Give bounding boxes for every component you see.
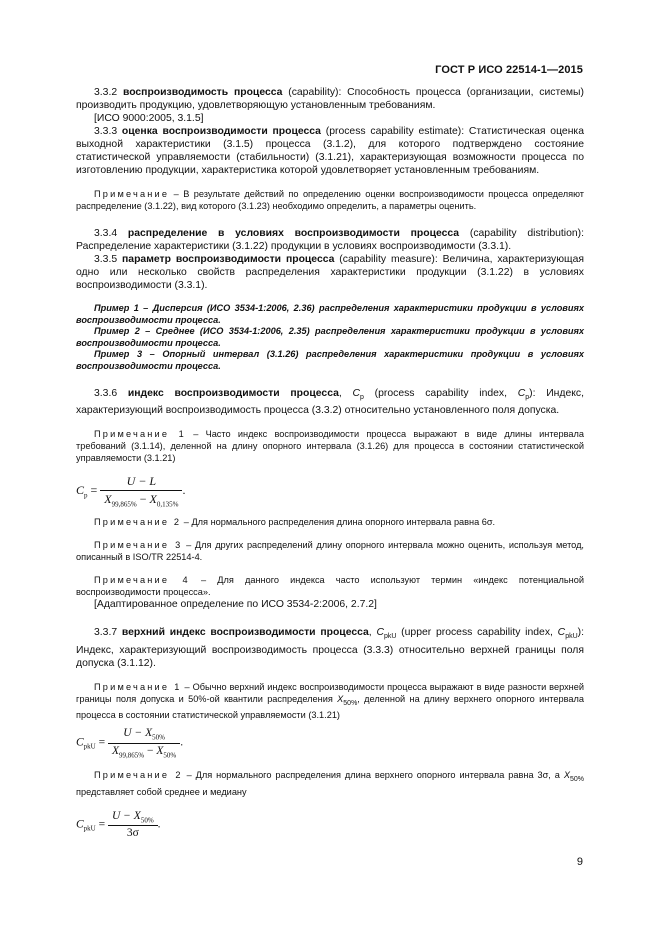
note-1: Примечание 1 – Часто индекс воспроизводимости процесса выражают в виде длины интервала требований (3.1.14), деленной на длину опорного интервала (3.1.26) для процесса в состоянии статистической управляемости (3.1.21) [76, 429, 584, 464]
page-content [76, 86, 584, 839]
document-header: ГОСТ Р ИСО 22514-1—2015 [435, 64, 583, 76]
note: Примечание – В результате действий по определению оценки воспроизводимости процесса определяют распределение (3.1.22), вид которого (3.1.23) необходимо определить, а параметры оценить. [76, 189, 584, 211]
example-3: Пример 3 – Опорный интервал (3.1.26) распределения характеристики продукции в условиях воспроизводимости процесса. [76, 349, 584, 371]
definition-3-3-6: 3.3.6 индекс воспроизводимости процесса, $C_p$ (process capability index, $C_p$): Индекс, характеризующий воспроизводимость процесса (3.3.2) относительно установленного поля допуска. [76, 388, 585, 417]
example-2: Пример 2 – Среднее (ИСО 3534-1:2006, 2.35) распределения характеристики продукции в условиях воспроизводимости процесса. [76, 326, 584, 348]
definition-3-3-3: 3.3.3 оценка воспроизводимости процесса (process capability estimate): Статистическая оценка выходной характеристики (3.1.5) процесса (3.1.2), для которого подтверждено состояние статистической управляемости (стабильности) (3.1.21), характеризующая возможности процесса по изготовлению продукции, характеристика которой удовлетворяет установленным требованиям. [76, 126, 584, 176]
reference: [Адаптированное определение по ИСО 3534-2:2006, 2.7.2] [94, 599, 377, 611]
note-2: Примечание 2 – Для нормального распределения длина опорного интервала равна 6σ. [94, 517, 496, 528]
note-4: Примечание 4 – Для данного индекса часто используют термин «индекс потенциальной воспроизводимости процесса». [76, 575, 584, 598]
note-1: Примечание 1 – Обычно верхний индекс воспроизводимости процесса выражают в виде разности верхней границы поля допуска и 50%-ой квантили распределения $X_{50\%}$, деленной на длину верхнего опорного интервала процесса в состоянии статистической управляемости (3.1.21) [76, 681, 584, 721]
formula-cpku-normal: $C_{pkU}$ = $\frac{U - X_{50\%}}{3\sigma}$ . [76, 809, 161, 840]
note-2: Примечание 2 – Для нормального распределения длина верхнего опорного интервала равна 3σ, а $X_{50\%}$ представляет собой среднее и медиану [76, 769, 584, 797]
definition-3-3-7: 3.3.7 верхний индекс воспроизводимости процесса, $C_{pkU}$ (upper process capability index, $C_{pkU}$): Индекс, характеризующий воспроизводимость процесса (3.3.3) относительно верхней границы поля допуска (3.1.12). [76, 627, 584, 669]
definition-3-3-2: 3.3.2 воспроизводимость процесса (capability): Способность процесса (организации, системы) производить продукцию, удовлетворяющую установленным требованиям. [76, 87, 584, 111]
reference: [ИСО 9000:2005, 3.1.5] [94, 113, 204, 124]
example-1: Пример 1 – Дисперсия (ИСО 3534-1:2006, 2.36) распределения характеристики продукции в условиях воспроизводимости процесса. [76, 303, 584, 325]
definition-3-3-5: 3.3.5 параметр воспроизводимости процесса (capability measure): Величина, характеризующая одно или несколько свойств распределения характеристики продукции (3.1.22) в условиях воспроизводимости (3.3.1). [76, 254, 585, 291]
formula-cpku: $C_{pkU}$ = $\frac{U - X_{50\%}}{X_{99,865\%} - X_{50\%}}$ . [76, 727, 184, 759]
definition-3-3-4: 3.3.4 распределение в условиях воспроизводимости процесса (capability distribution): Распределение характеристики (3.1.22) продукции в условиях воспроизводимости (3.3.1). [76, 228, 584, 252]
formula-cp: $C_p$ = $\frac{U - L}{X_{99,865\%} - X_{0,135\%}}$ . [76, 474, 186, 509]
page-number: 9 [576, 856, 583, 868]
note-3: Примечание 3 – Для других распределений длину опорного интервала можно оценить, используя метод, описанный в ISO/TR 22514-4. [76, 540, 584, 563]
